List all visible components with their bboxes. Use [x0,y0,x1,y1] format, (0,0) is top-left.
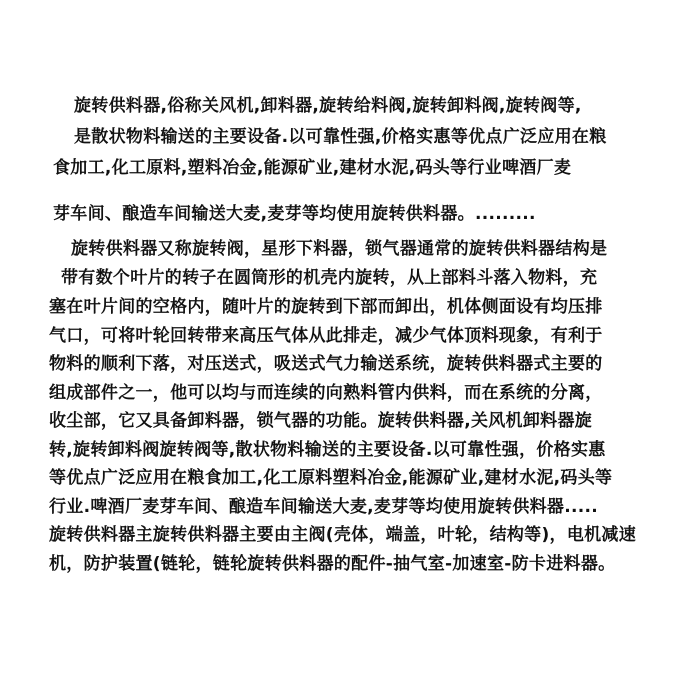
paragraph2-line-11: 旋转供料器主旋转供料器主要由主阀(壳体，端盖，叶轮，结构等)，电机减速 [49,525,637,545]
paragraph2-line-12: 机，防护装置(链轮，链轮旋转供料器的配件-抽气室-加速室-防卡进料器。 [49,554,616,574]
paragraph2-line-9: 等优点广泛应用在粮食加工,化工原料塑料冶金,能源矿业,建材水泥,码头等 [49,468,613,488]
paragraph2-line-7: 收尘部，它又具备卸料器，锁气器的功能。旋转供料器,关风机卸料器旋 [49,411,593,431]
paragraph2-line-4: 气口，可将叶轮回转带来高压气体从此排走，减少气体顶料现象，有利于 [49,326,603,346]
paragraph2-line-10: 行业.啤酒厂麦芽车间、酿造车间输送大麦,麦芽等均使用旋转供料器..... [49,497,599,517]
paragraph2-line-8: 转,旋转卸料阀旋转阀等,散状物料输送的主要设备.以可靠性强，价格实惠 [49,440,606,460]
paragraph1-line-3: 食加工,化工原料,塑料冶金,能源矿业,建材水泥,码头等行业啤酒厂麦 [53,158,572,178]
paragraph2-line-5: 物料的顺利下落，对压送式，吸送式气力输送系统，旋转供料器式主要的 [49,354,603,374]
paragraph1-line-4: 芽车间、酿造车间输送大麦,麦芽等均使用旋转供料器。......... [53,204,536,224]
paragraph2-line-2: 带有数个叶片的转子在圆筒形的机壳内旋转，从上部料斗落入物料，充 [61,268,598,288]
paragraph2-line-3: 塞在叶片间的空格内，随叶片的旋转到下部而卸出，机体侧面设有均压排 [49,297,603,317]
paragraph1-line-1: 旋转供料器,俗称关风机,卸料器,旋转给料阀,旋转卸料阀,旋转阀等, [74,96,582,116]
paragraph2-line-1: 旋转供料器又称旋转阀，星形下料器，锁气器通常的旋转供料器结构是 [71,239,608,259]
paragraph1-line-2: 是散状物料输送的主要设备.以可靠性强,价格实惠等优点广泛应用在粮 [74,127,607,147]
paragraph2-line-6: 组成部件之一，他可以均与而连续的向熟料管内供料，而在系统的分离， [49,383,603,403]
